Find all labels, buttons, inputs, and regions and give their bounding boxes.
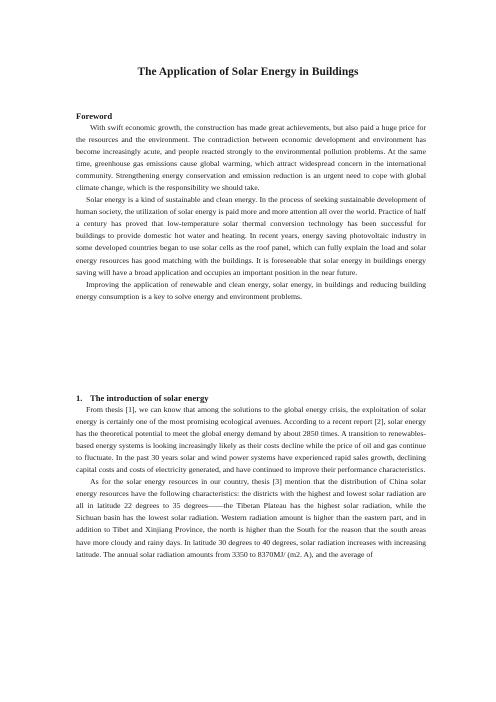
section-paragraph: From thesis [1], we can know that among the solutions to the global energy crisis, the exploitation of solar energy is certainly one of the most promising ecological avenues. According to a recent report [2], solar energy has the theoretical potential to meet the global energy demand by about 2850 times. A transition to renewables-based energy systems is looking increasingly likely as their costs decline while the price of oil and gas continue to fluctuate. In the past 30 years solar and wind power systems have experienced rapid sales growth, declining capital costs and costs of electricity generated, and have continued to improve their performance characteristics. <box>76 405 426 475</box>
foreword-section <box>76 110 426 303</box>
foreword-paragraph: Solar energy is a kind of sustainable and clean energy. In the process of seeking sustainable development of human society, the utilization of solar energy is paid more and more attention all over the world. Practice of half a century has proved that low-temperature solar thermal conversion technology has been successful for buildings to provide domestic hot water and heating. In recent years, energy saving photovoltaic industry in some developed countries began to use solar cells as the roof panel, which can fully explain the load and solar energy resources has good matching with the buildings. It is foreseeable that solar energy in buildings energy saving will have a broad application and occupies an important position in the near future. <box>76 195 426 277</box>
foreword-heading: Foreword <box>76 111 113 121</box>
foreword-paragraph: With swift economic growth, the construction has made great achievements, but also paid a huge price for the resources and the environment. The contradiction between economic development and environment has become increasingly acute, and people reacted strongly to the environmental pollution problems. At the same time, greenhouse gas emissions cause global warming, which attract widespread concern in the international community. Strengthening energy conservation and emission reduction is an urgent need to cope with global climate change, which is the responsibility we should take. <box>76 123 426 193</box>
section-paragraph: As for the solar energy resources in our country, thesis [3] mention that the distribution of China solar energy resources have the following characteristics: the districts with the highest and lowest solar radiation are all in latitude 22 degrees to 35 degrees——the Tibetan Plateau has the highest solar radiation, while the Sichuan basin has the lowest solar radiation. Western radiation amount is higher than the eastern part, and in addition to Tibet and Xinjiang Province, the north is higher than the South for the reason that the south areas have more cloudy and rainy days. In latitude 30 degrees to 40 degrees, solar radiation increases with increasing latitude. The annual solar radiation amounts from 3350 to 8370MJ/ (m2. A), and the average of <box>76 477 426 559</box>
section-1 <box>76 392 426 561</box>
section-number: 1. <box>76 393 83 403</box>
document-title: The Application of Solar Energy in Buildings <box>137 66 359 78</box>
section-heading <box>76 392 426 404</box>
section-title: The introduction of solar energy <box>90 393 209 403</box>
foreword-paragraph: Improving the application of renewable and clean energy, solar energy, in buildings and reducing building energy consumption is a key to solve energy and environment problems. <box>76 279 426 301</box>
